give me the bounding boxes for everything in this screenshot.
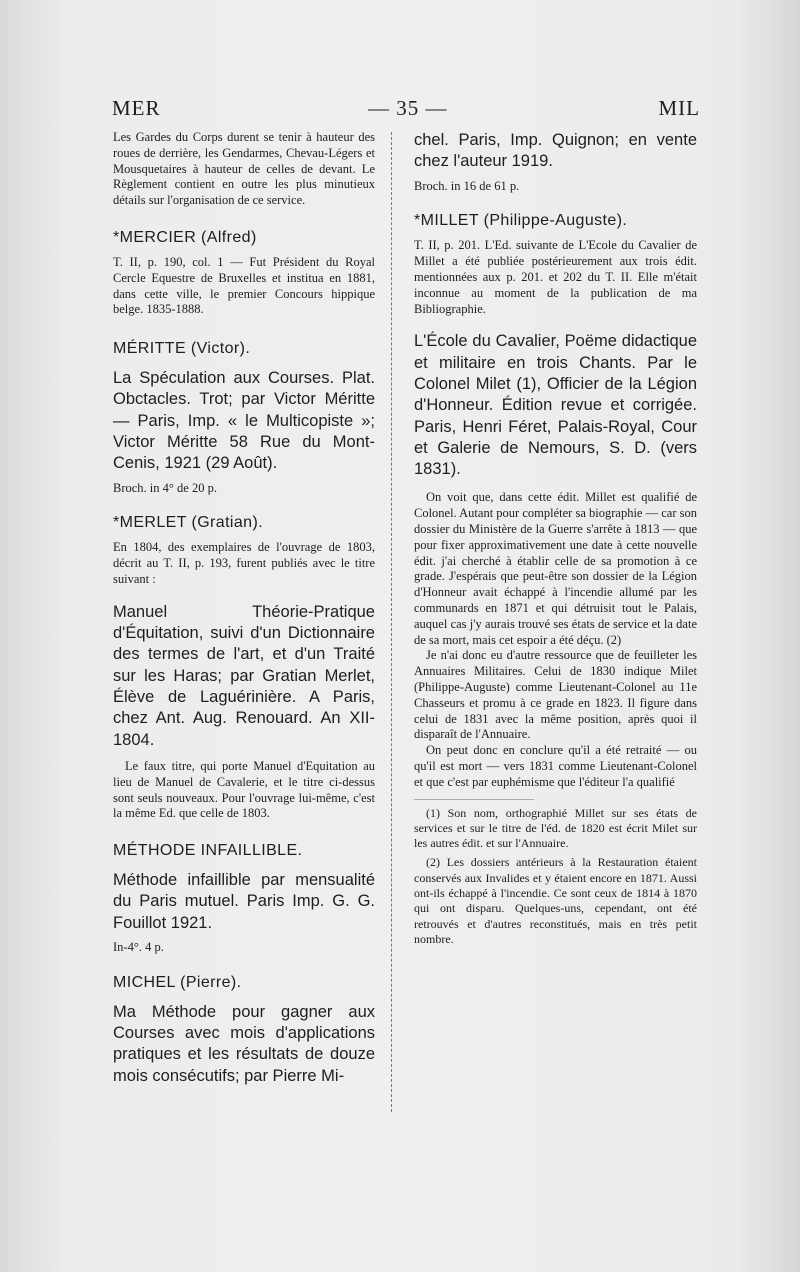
entry-heading-millet: *MILLET (Philippe-Auguste). [414,212,628,230]
book-title-michel: Ma Méthode pour gagner aux Courses avec mois d'applications pratiques et les résultats de douze mois consécutifs; par Pierre Mi- [113,1002,375,1085]
running-head-right: MIL [658,96,700,120]
millet-paragraph-3: On peut donc en conclure qu'il a été retraité — ou qu'il est mort — vers 1831 comme Lieutenant-Colonel et que c'est par euphémisme que l'éditeur l'a qualifié [414,743,697,789]
entry-heading-michel: MICHEL (Pierre). [113,973,242,991]
right-column [414,130,697,947]
collation-michel: Broch. in 16 de 61 p. [414,178,520,193]
entry-heading-merlet: *MERLET (Gratian). [113,514,264,532]
entry-heading-methode: MÉTHODE INFAILLIBLE. [113,842,303,860]
book-title-michel-continued: chel. Paris, Imp. Quignon; en vente chez l'auteur 1919. [414,131,697,171]
running-head-left: MER [112,96,161,120]
footnote-separator [414,799,534,800]
footnote-1: (1) Son nom, orthographié Millet sur ses états de services et sur le titre de l'éd. de 1820 est écrit Milet sur les autres édit. et sur l'Annuaire. [414,805,697,851]
entry-heading-meritte: MÉRITTE (Victor). [113,340,251,358]
intro-paragraph: Les Gardes du Corps durent se tenir à hauteur des roues de derrière, les Gendarmes, Chevau-Légers et Mousquetaires à hauteur de celles de devant. Le Règlement contient en outre les plus minutieux détails sur l'organisation de ce service. [113,130,375,208]
book-title-merlet: Manuel Théorie-Pratique d'Équitation, suivi d'un Dictionnaire des termes de l'art, et d'un Traité sur les Haras; par Gratian Merlet, Élève de Laguérinière. A Paris, chez Ant. Aug. Renouard. An XII-1804. [113,602,375,749]
book-title-methode: Méthode infaillible par mensualité du Paris mutuel. Paris Imp. G. G. Fouillot 1921. [113,871,375,932]
running-head [112,96,700,126]
entry-text-merlet: En 1804, des exemplaires de l'ouvrage de 1803, décrit au T. II, p. 193, furent publiés avec le titre suivant : [113,540,375,587]
entry-heading-mercier: *MERCIER (Alfred) [113,228,257,246]
left-column [113,130,375,1087]
book-title-millet: L'École du Cavalier, Poëme didactique et militaire en trois Chants. Par le Colonel Milet (1), Officier de la Légion d'Honneur. Édition revue et corrigée. Paris, Henri Féret, Palais-Royal, Cour et Galerie de Nemours, S. D. (vers 1831). [414,332,697,479]
footnote-2: (2) Les dossiers antérieurs à la Restauration étaient conservés aux Invalides et y étaient encore en 1871. Aussi ont-ils échappé à l'incendie. Ce sont ceux de 1814 à 1870 qui ont disparu. Quelques-uns, cependant, ont été retrouvés et d'autres reconstitués, mais en très petit nombre. [414,855,697,946]
column-divider [391,132,392,1112]
page-number: — 35 — [368,96,448,120]
millet-paragraph-2: Je n'ai donc eu d'autre ressource que de feuilleter les Annuaires Militaires. Celui de 1830 indique Milet (Philippe-Auguste) comme Lieutenant-Colonel au 11e Chasseurs et promu à ce grade en 1823. Il figure dans celui de 1831 avec la même position, après quoi il disparaît de l'Annuaire. [414,648,697,742]
entry-text-millet: T. II, p. 201. L'Ed. suivante de L'Ecole du Cavalier de Millet a été publiée postérieurement aux trois édit. mentionnées aux p. 201. et 202 du T. II. Elle m'était inconnue au moment de la publication de ma Bibliographie. [414,238,697,316]
millet-paragraph-1: On voit que, dans cette édit. Millet est qualifié de Colonel. Autant pour compléter sa biographie — car son dossier du Ministère de la Guerre s'arrête à 1813 — que pour fixer approximativement une date à cette nouvelle édit. j'ai cherché à établir celle de sa promotion à ce grade. J'espérais que peut-être son dossier de la Légion d'Honneur avait échappé à l'incendie allumé par les communards en 1871 et qui détruisit tout le Palais, auquel cas j'y aurais trouvé ses états de service et la date de sa mort, mais cet espoir a été déçu. (2) [414,490,697,647]
entry-text-mercier: T. II, p. 190, col. 1 — Fut Président du Royal Cercle Equestre de Bruxelles et institua en 1881, dans cette ville, le premier Concours hippique belge. 1835-1888. [113,254,375,317]
entry-note-merlet: Le faux titre, qui porte Manuel d'Equitation au lieu de Manuel de Cavalerie, et le titre ci-dessus sont seuls nouveaux. Pour l'ouvrage lui-même, c'est la même Ed. que celle de 1803. [113,758,375,821]
book-title-meritte: La Spéculation aux Courses. Plat. Obctacles. Trot; par Victor Méritte — Paris, Imp. « le Multicopiste »; Victor Méritte 58 Rue du Mont-Cenis, 1921 (29 Août). [113,369,375,473]
collation-methode: In-4°. 4 p. [113,940,164,954]
collation-meritte: Broch. in 4° de 20 p. [113,480,217,495]
